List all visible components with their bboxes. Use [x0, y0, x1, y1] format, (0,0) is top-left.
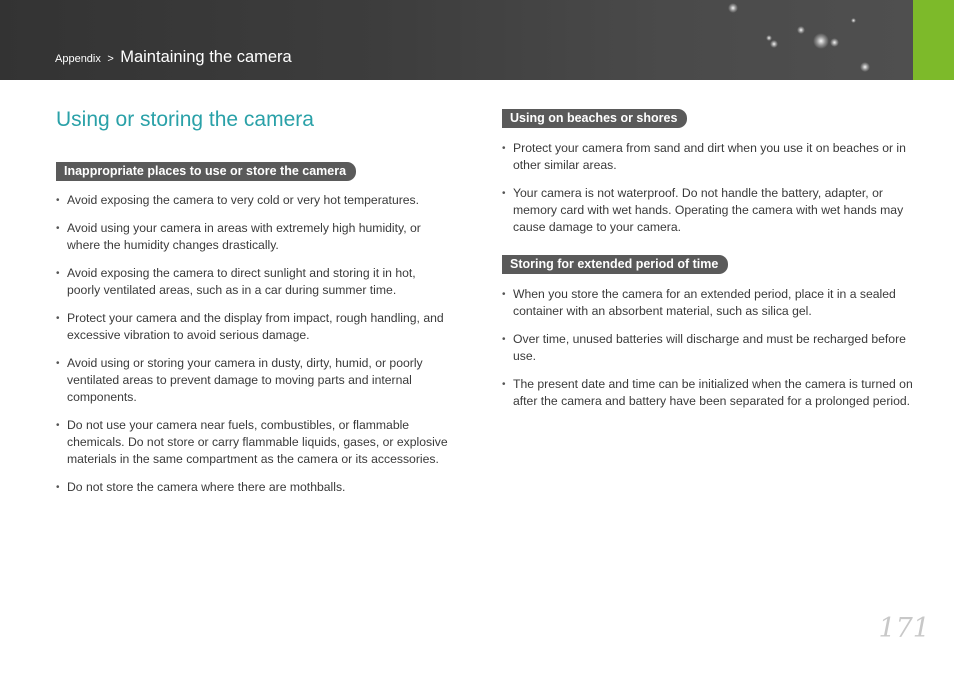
bullet-icon: • — [502, 143, 506, 154]
storing-section — [502, 255, 916, 410]
bullet-icon: • — [56, 313, 60, 324]
bullet-icon: • — [502, 379, 506, 390]
list-item-text: Avoid using or storing your camera in dusty, dirty, humid, or poorly ventilated areas to prevent damage to moving parts and internal components. — [67, 356, 423, 404]
bullet-icon: • — [502, 334, 506, 345]
bullet-icon: • — [56, 482, 60, 493]
bullet-icon: • — [56, 358, 60, 369]
list-item-text: Avoid exposing the camera to very cold or very hot temperatures. — [67, 193, 420, 207]
list-item — [502, 376, 916, 410]
list-item — [56, 310, 451, 344]
left-column — [56, 162, 451, 507]
bullet-icon: • — [56, 268, 60, 279]
sparkle-decoration — [851, 18, 856, 23]
list-item — [502, 286, 916, 320]
list-item-text: When you store the camera for an extended period, place it in a sealed container with an absorbent material, such as silica gel. — [513, 287, 896, 318]
list-item — [56, 417, 451, 468]
page-title: Using or storing the camera — [56, 108, 314, 131]
bullet-icon: • — [502, 289, 506, 300]
breadcrumb — [55, 48, 292, 67]
storing-list — [502, 286, 916, 410]
list-item — [56, 265, 451, 299]
list-item-text: Your camera is not waterproof. Do not handle the battery, adapter, or memory card with wet hands. Operating the camera with wet hands may cause damage to your camera. — [513, 186, 904, 234]
list-item-text: Avoid exposing the camera to direct sunlight and storing it in hot, poorly ventilated areas, such as in a car during summer time. — [67, 266, 416, 297]
sparkle-decoration — [770, 40, 778, 48]
list-item — [56, 355, 451, 406]
list-item-text: Do not store the camera where there are mothballs. — [67, 480, 346, 494]
sparkle-decoration — [830, 38, 839, 47]
list-item-text: Over time, unused batteries will discharge and must be recharged before use. — [513, 332, 906, 363]
sparkle-decoration — [813, 33, 829, 49]
bullet-icon: • — [56, 420, 60, 431]
inappropriate-list — [56, 192, 451, 496]
right-column — [502, 109, 916, 421]
list-item-text: Avoid using your camera in areas with extremely high humidity, or where the humidity changes drastically. — [67, 221, 421, 252]
page-number: 171 — [878, 613, 930, 644]
sparkle-decoration — [797, 26, 805, 34]
section-heading-storing: Storing for extended period of time — [502, 255, 728, 274]
breadcrumb-separator: > — [107, 53, 114, 65]
list-item-text: The present date and time can be initialized when the camera is turned on after the camera and battery have been separated for a prolonged period. — [513, 377, 913, 408]
bullet-icon: • — [502, 188, 506, 199]
section-heading-inappropriate: Inappropriate places to use or store the camera — [56, 162, 356, 181]
list-item-text: Do not use your camera near fuels, combustibles, or flammable chemicals. Do not store or carry flammable liquids, gases, or explosive materials in the same compartment as the camera or its accessories. — [67, 418, 448, 466]
list-item — [56, 220, 451, 254]
list-item — [56, 192, 451, 209]
beaches-list — [502, 140, 916, 236]
list-item — [502, 331, 916, 365]
list-item-text: Protect your camera from sand and dirt when you use it on beaches or in other similar areas. — [513, 141, 906, 172]
list-item — [502, 140, 916, 174]
chapter-tab — [913, 0, 954, 80]
sparkle-decoration — [728, 3, 738, 13]
bullet-icon: • — [56, 195, 60, 206]
breadcrumb-parent: Appendix — [55, 53, 101, 65]
list-item — [502, 185, 916, 236]
list-item-text: Protect your camera and the display from impact, rough handling, and excessive vibration to avoid serious damage. — [67, 311, 444, 342]
breadcrumb-current: Maintaining the camera — [120, 48, 292, 66]
bullet-icon: • — [56, 223, 60, 234]
header-banner — [0, 0, 954, 80]
section-heading-beaches: Using on beaches or shores — [502, 109, 687, 128]
list-item — [56, 479, 451, 496]
sparkle-decoration — [860, 62, 870, 72]
